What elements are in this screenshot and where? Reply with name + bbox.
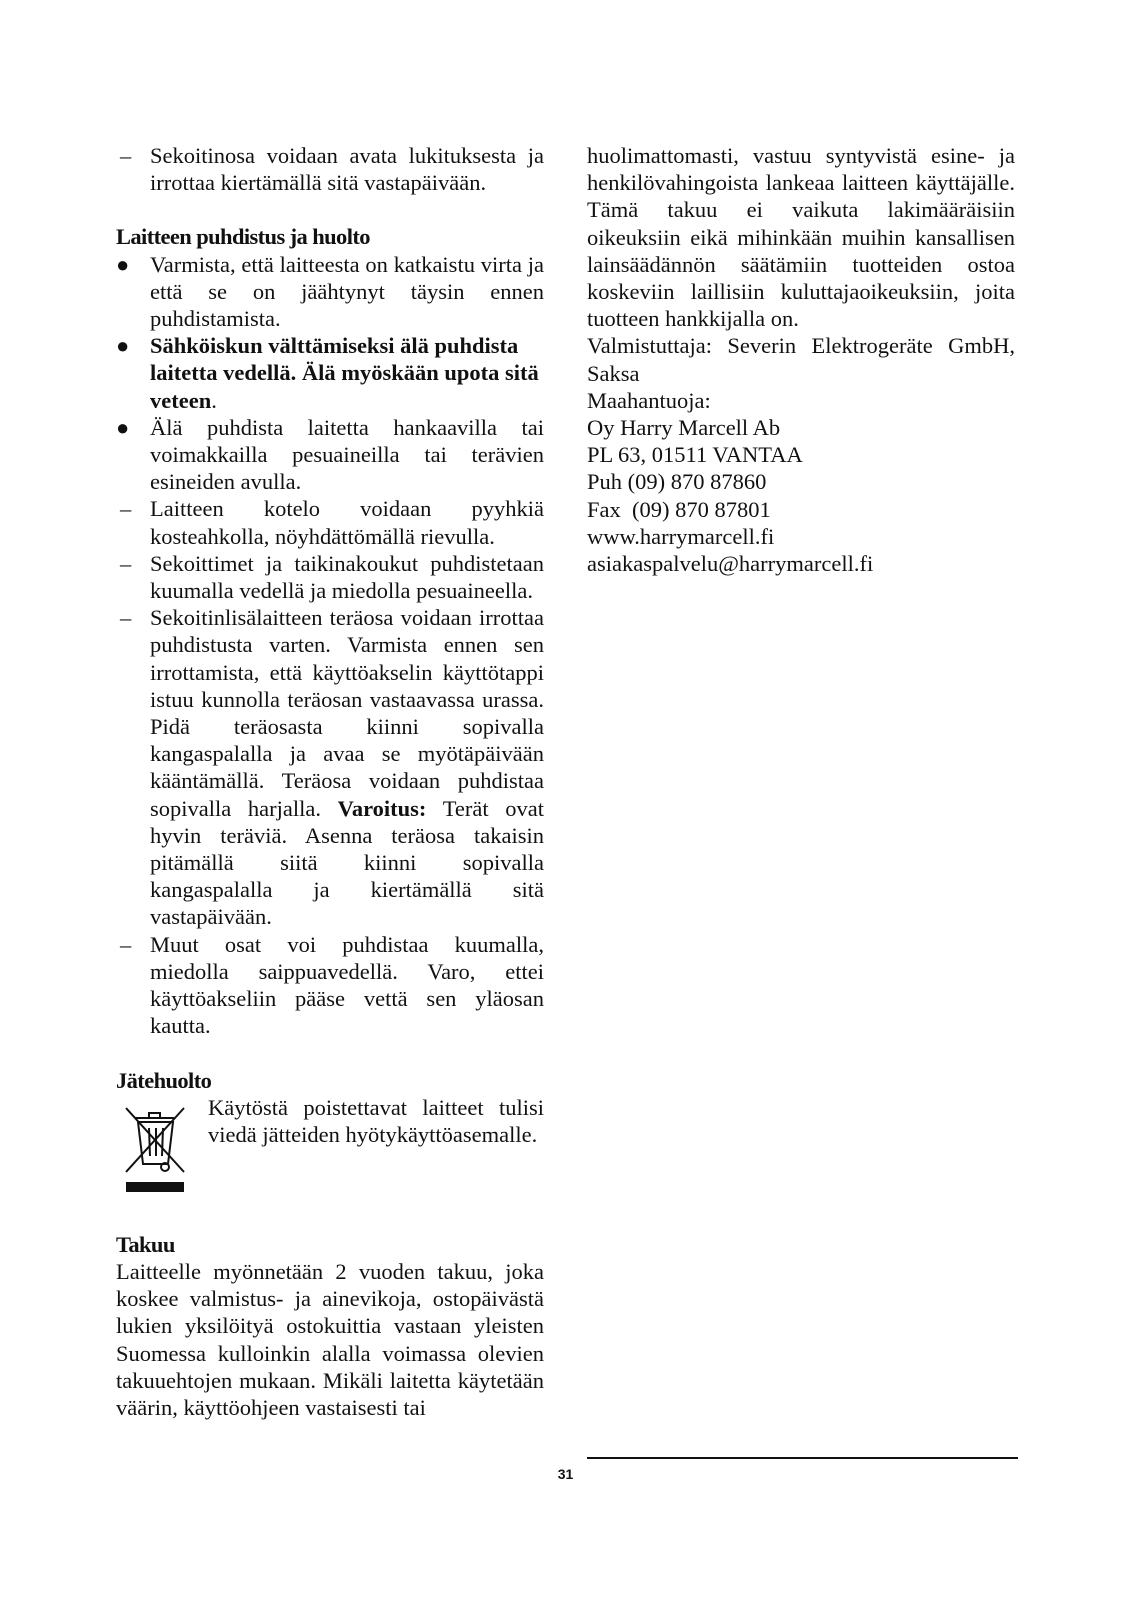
cleaning-heading: Laitteen puhdistus ja huolto [116,224,370,250]
importer-fax: Fax (09) 870 87801 [587,496,771,522]
blade-cleaning-text: Sekoitinlisälaitteen teräosa voidaan irrottaa puhdistusta varten. Varmista ennen sen irrottamista, että käyttöakselin käyttötappi istuu kunnolla teräosan vastaavassa urassa. Pidä teräosasta kiinni sopivalla kangaspalalla ja avaa se myötäpäivään kääntämällä. Teräosa voidaan puhdistaa sopivalla harjalla. [150,605,544,821]
disposal-text: Käytöstä poistettavat laitteet tulisi viedä jätteiden hyötykäyttöasemalle. [208,1094,544,1147]
disposal-block [116,1094,544,1204]
list-item [116,251,544,333]
intro-item-text: Sekoitinosa voidaan avata lukituksesta ja irrottaa kiertämällä sitä vastapäivään. [150,143,544,196]
dash-marker: – [120,605,132,631]
blade-warning-text: Terät ovat hyvin teräviä. Asenna teräosa takaisin pitämällä siitä kiinni sopivalla kangaspalalla ja kiertämällä sitä vastapäivään. [150,795,544,930]
dash-marker: – [120,550,132,576]
bullet-marker: ● [116,251,130,277]
dash-marker: – [120,496,132,522]
cleaning-item-text: Muut osat voi puhdistaa kuumalla, miedolla saippuavedellä. Varo, ettei käyttöakseliin pääse vettä sen yläosan kautta. [150,931,544,1039]
importer-phone: Puh (09) 870 87860 [587,469,767,495]
cleaning-item-text: Laitteen kotelo voidaan pyyhkiä kosteahkolla, nöyhdättömällä rievulla. [150,496,544,549]
list-item [116,142,544,196]
dash-marker: – [120,931,132,957]
cleaning-item-text: Älä puhdista laitetta hankaavilla tai voimakkailla pesuaineilla tai terävien esineiden avulla. [150,414,544,495]
right-column [587,142,1015,577]
warning-label: Varoitus: [337,795,427,821]
list-item [116,550,544,604]
list-item [116,495,544,549]
footer-rule [587,1457,1018,1459]
importer-email: asiakaspalvelu@harrymarcell.fi [587,551,874,577]
disposal-heading: Jätehuolto [116,1067,212,1093]
bullet-marker: ● [116,414,130,440]
cleaning-item-text: Sekoittimet ja taikinakoukut puhdistetaan kuumalla vedellä ja miedolla pesuaineella. [150,550,544,604]
list-item [116,931,544,1040]
list-item [116,604,544,930]
dash-marker: – [120,143,132,168]
importer-website: www.harrymarcell.fi [587,523,775,549]
warning-end: . [211,387,217,413]
list-item [116,414,544,496]
importer-name: Oy Harry Marcell Ab [587,415,781,441]
left-column [116,142,544,1421]
importer-label: Maahantuoja: [587,387,711,413]
page-number: 31 [557,1466,574,1482]
bullet-marker: ● [116,333,130,359]
warranty-text: Laitteelle myönnetään 2 vuoden takuu, joka koskee valmistus- ja ainevikoja, ostopäivästä lukien yksilöityä ostokuittia vastaan yleisten Suomessa kulloinkin alalla voimassa olevien takuuehtojen mukaan. Mikäli laitetta käytetään väärin, käyttöohjeen vastaisesti tai [116,1258,544,1420]
warranty-heading: Takuu [116,1231,175,1257]
electric-shock-warning: Sähköiskun välttämiseksi älä puhdista laitetta vedellä. Älä myöskään upota sitä veteen [150,333,539,413]
importer-address: PL 63, 01511 VANTAA [587,442,803,468]
crossed-out-wheelie-bin-icon [120,1098,190,1196]
cleaning-item-text: Varmista, että laitteesta on katkaistu virta ja että se on jäähtynyt täysin ennen puhdistamista. [150,251,544,332]
warranty-text-continued: huolimattomasti, vastuu syntyvistä esine- ja henkilövahingoista lankeaa laitteen käyttäjälle. Tämä takuu ei vaikuta lakimääräisiin oikeuksiin eikä mihinkään muihin kansallisen lainsäädännön säätämiin tuotteiden ostoa koskeviin laillisiin kuluttajaoikeuksiin, joita tuotteen hankkijalla on. [587,143,1015,332]
list-item [116,332,544,414]
manufacturer: Valmistuttaja: Severin Elektrogeräte GmbH, Saksa [587,333,1015,386]
